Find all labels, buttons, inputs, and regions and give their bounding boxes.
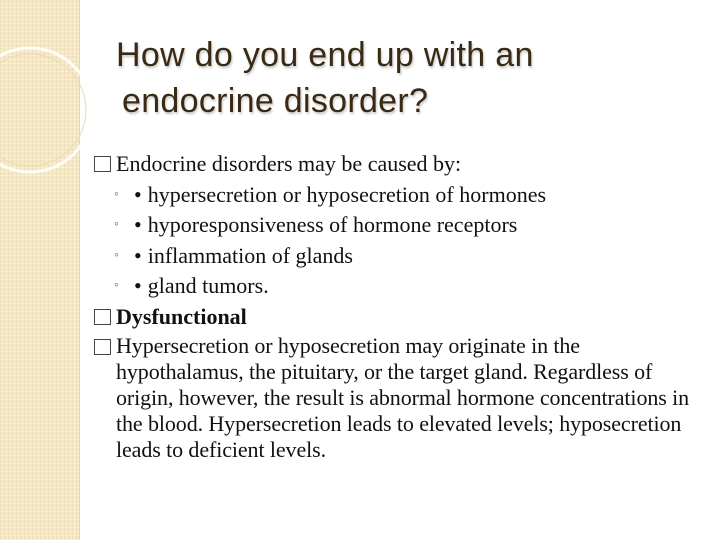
dot-bullet-icon: • [134, 273, 142, 299]
bullet-causes [92, 149, 704, 180]
sub-bullet-text: gland tumors. [147, 273, 269, 299]
sub-bullet-text: hyporesponsiveness of hormone receptors [147, 212, 518, 238]
square-bullet-icon [94, 309, 111, 325]
title-line-1: How do you end up with an [116, 36, 534, 74]
bullet-dysfunctional [92, 302, 704, 333]
bullet-text: Endocrine disorders may be caused by: [116, 151, 462, 176]
ring-bullet-icon: ◦ [114, 247, 119, 263]
sub-bullet [92, 271, 704, 302]
title-line-2: endocrine disorder? [122, 82, 429, 120]
sub-bullet-text: inflammation of glands [147, 242, 353, 268]
decorative-side-panel [0, 0, 79, 540]
sub-bullet [92, 241, 704, 272]
sub-bullet [92, 180, 704, 211]
ring-bullet-icon: ◦ [114, 186, 119, 202]
bullet-paragraph-text: Hypersecretion or hyposecretion may originate in the hypothalamus, the pituitary, or the target gland. Regardless of origin, however, the result is abnormal hormone concentrations in the blood. Hypersecretion leads to elevated levels; hyposecretion leads to deficient levels. [116, 332, 690, 462]
side-panel-border [79, 0, 80, 540]
square-bullet-icon [94, 156, 111, 172]
dot-bullet-icon: • [134, 181, 142, 207]
ring-bullet-icon: ◦ [114, 217, 119, 233]
slide-title [116, 32, 676, 124]
ring-bullet-icon: ◦ [114, 278, 119, 294]
slide-body [92, 149, 704, 463]
sub-bullet [92, 210, 704, 241]
square-bullet-icon [94, 339, 111, 355]
sub-bullet-text: hypersecretion or hyposecretion of hormones [147, 181, 547, 207]
bullet-text: Dysfunctional [116, 303, 247, 329]
dot-bullet-icon: • [134, 242, 142, 268]
dot-bullet-icon: • [134, 212, 142, 238]
bullet-explanation [92, 333, 704, 463]
